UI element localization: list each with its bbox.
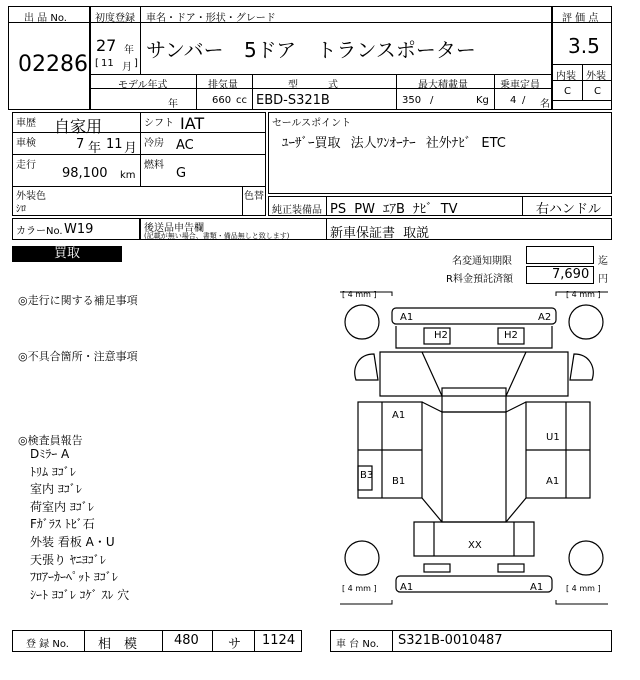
reg-region: 相 模 <box>98 637 138 652</box>
mark-front-bumper-left: A1 <box>400 312 414 323</box>
car-name: サンバー 5ドア トランスポーター <box>146 38 476 62</box>
inspector-item: Dﾐﾗｰ A <box>30 447 70 461</box>
inspector-label: ◎検査員報告 <box>18 434 83 447</box>
recycle-label: R料金預託済額 <box>446 274 513 285</box>
interior-grade: C <box>564 86 571 97</box>
tire-fr-depth: [ 4 mm ] <box>566 290 601 299</box>
inspector-item: 室内 ﾖｺﾞﾚ <box>30 482 82 497</box>
score: 3.5 <box>568 34 600 58</box>
docs-label: 後送品申告欄 <box>144 223 204 234</box>
color-change-label: 色替 <box>244 191 264 202</box>
mark-left-front-door: A1 <box>392 410 406 421</box>
mirror-left <box>355 354 378 380</box>
defects-label: ◎不具合箇所・注意事項 <box>18 350 138 363</box>
recycle-unit: 円 <box>598 274 608 285</box>
ac-label: 冷房 <box>144 138 164 149</box>
fuel-label: 燃料 <box>144 160 164 171</box>
model-year-label: モデル年式 <box>118 80 168 91</box>
lot-number: 02286 <box>18 52 88 77</box>
displacement-unit: cc <box>236 95 247 106</box>
deadline-suffix: 迄 <box>598 256 608 267</box>
fuel: G <box>176 166 187 181</box>
equipment-label: 純正装備品 <box>272 205 322 216</box>
exterior-label: 外装 <box>586 71 606 82</box>
ac: AC <box>176 138 194 153</box>
inspector-item: ｼｰﾄ ﾖｺﾞﾚ ｺｹﾞ ｽﾚ 穴 <box>30 587 130 602</box>
model-label: 型 式 <box>288 80 338 91</box>
details-box <box>12 112 266 216</box>
year-unit: 年 <box>124 45 134 56</box>
mark-headlight-right: H2 <box>504 330 518 341</box>
history: 自家用 <box>54 117 103 136</box>
sales-points-label: セールスポイント <box>272 118 352 129</box>
wheel-rear-right <box>569 541 603 575</box>
displacement-label: 排気量 <box>208 80 238 91</box>
tire-rr-depth: [ 4 mm ] <box>566 584 601 593</box>
equipment: PS PW ｴｱB ﾅﾋﾞ TV <box>330 202 458 217</box>
shift-label: シフト <box>144 118 174 129</box>
inspector-item: 天張り ﾔﾆﾖｺﾞﾚ <box>30 552 106 567</box>
max-load-label: 最大積載量 <box>418 80 468 91</box>
mark-rear-bumper-left: A1 <box>400 582 414 593</box>
docs-value: 新車保証書 取説 <box>330 226 430 241</box>
recycle-value: 7,690 <box>552 267 590 282</box>
mirror-right <box>570 354 593 380</box>
capacity-label: 乗車定員 <box>500 80 540 91</box>
inspection-label: 車検 <box>16 138 36 149</box>
mark-right-front-door: U1 <box>546 432 560 443</box>
tire-rl-depth: [ 4 mm ] <box>342 584 377 593</box>
capacity: 4 <box>510 95 517 106</box>
roof <box>442 412 506 522</box>
deadline-label: 名変通知期限 <box>452 256 512 267</box>
mark-rear-gate: XX <box>468 540 482 551</box>
mark-front-bumper-right: A2 <box>538 312 552 323</box>
mark-rear-bumper-right: A1 <box>530 582 544 593</box>
max-load-sep: / <box>430 95 434 106</box>
score-label: 評 価 点 <box>562 13 599 24</box>
first-reg-label: 初度登録 <box>95 13 135 24</box>
purchase-label: 買取 <box>53 246 80 261</box>
capacity-unit: 名 <box>540 99 550 110</box>
capacity-sep: / <box>522 95 526 106</box>
reg-no-label: 登 録 No. <box>26 639 69 650</box>
reg-number: 1124 <box>262 633 296 648</box>
max-load: 350 <box>402 95 422 106</box>
inspection-month-unit: 月 <box>124 141 138 156</box>
displacement: 660 <box>212 95 232 106</box>
exterior-color-label: 外装色 <box>16 191 46 202</box>
inspector-item: 外装 看板 A・U <box>30 534 115 549</box>
color-no-label: カラーNo. <box>16 226 63 237</box>
model-year-unit: 年 <box>168 99 178 110</box>
tire-frames <box>340 292 608 604</box>
windshield <box>442 388 506 412</box>
cab-front <box>380 352 568 396</box>
wheel-front-right <box>569 305 603 339</box>
inspector-item: ﾄﾘﾑ ﾖｺﾞﾚ <box>30 464 76 479</box>
chassis-label: 車 台 No. <box>336 639 379 650</box>
inspector-item: ﾌﾛｱｰｶｰﾍﾟｯﾄ ﾖｺﾞﾚ <box>30 570 118 585</box>
reg-kana: サ <box>228 637 242 652</box>
tire-fl-depth: [ 4 mm ] <box>342 290 377 299</box>
month-unit: 月 <box>122 62 132 73</box>
rear-bumper <box>396 576 552 592</box>
wheel-front-left <box>345 305 379 339</box>
inspection-month: 11 <box>106 137 123 152</box>
inspector-item: Fｶﾞﾗｽ ﾄﾋﾞ石 <box>30 517 95 532</box>
inspection-year: 7 <box>76 137 85 152</box>
car-name-label: 車名・ドア・形状・グレード <box>146 13 276 24</box>
mark-left-rocker: B3 <box>360 470 374 481</box>
purchase-badge <box>12 246 122 262</box>
exterior-grade: C <box>594 86 601 97</box>
chassis-number: S321B-0010487 <box>398 633 503 648</box>
model-code: EBD-S321B <box>256 93 330 108</box>
inspection-year-unit: 年 <box>88 141 102 156</box>
color-no: W19 <box>64 222 94 237</box>
deadline-box <box>526 246 594 264</box>
reg-class: 480 <box>174 633 199 648</box>
mark-left-rear-door: B1 <box>392 476 406 487</box>
mark-right-rear-door: A1 <box>546 476 560 487</box>
lot-label: 出 品 No. <box>24 13 67 24</box>
inspector-item: 荷室内 ﾖｺﾞﾚ <box>30 499 94 514</box>
history-label: 車歴 <box>16 118 36 129</box>
steering: 右ハンドル <box>536 202 602 217</box>
shift: IAT <box>180 114 205 133</box>
driving-notes-label: ◎走行に関する補足事項 <box>18 294 138 307</box>
inspector-list <box>30 446 129 604</box>
interior-label: 内装 <box>556 71 576 82</box>
mileage: 98,100 <box>62 166 108 181</box>
exterior-color: ｼﾛ <box>16 204 26 215</box>
damage-diagram <box>338 288 610 608</box>
mark-headlight-left: H2 <box>434 330 448 341</box>
mileage-label: 走行 <box>16 160 36 171</box>
reg-month: 11 <box>101 58 114 69</box>
wheel-rear-left <box>345 541 379 575</box>
front-bumper <box>392 308 556 324</box>
sales-points-text: ﾕｰｻﾞｰ買取 法人ﾜﾝｵｰﾅｰ 社外ﾅﾋﾞ ETC <box>282 136 506 151</box>
mileage-unit: km <box>120 170 136 181</box>
docs-note: (記載が無い場合、書類・備品無しと致します) <box>144 232 290 240</box>
max-load-unit: Kg <box>476 95 489 106</box>
reg-year: 27 <box>96 36 117 55</box>
